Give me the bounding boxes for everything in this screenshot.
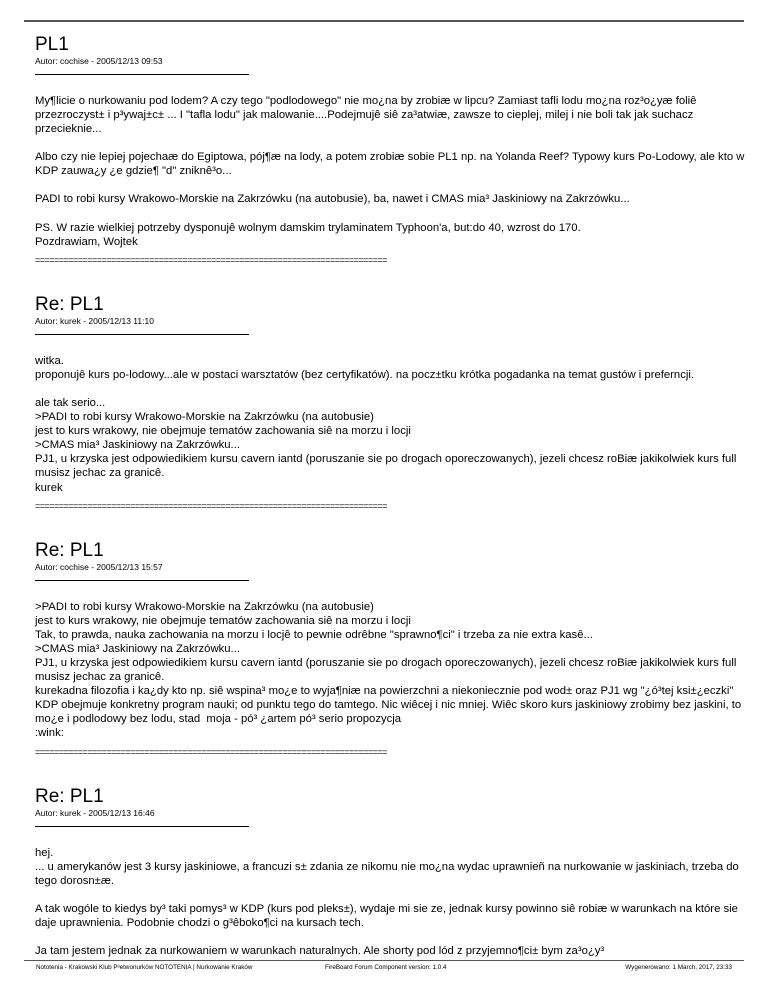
top-divider [24,20,744,22]
post-paragraph: Albo czy nie lepiej pojechaæ do Egiptowa, pój¶æ na lody, a potem zrobiæ sobie PL1 np. na Yolanda Reef? Typowy kurs Po-Lodowy, ale kto w KDP zauwa¿y ¿e gdzie¶ "d" zniknê³o... [35,151,748,178]
post-paragraph: Ja tam jestem jednak za nurkowaniem w warunkach naturalnych. Ale shorty pod lód z przyjemno¶ci± bym za³o¿y³ [35,945,605,957]
post-author-date: Autor: kurek - 2005/12/13 16:46 [35,807,155,818]
post-body [35,846,748,959]
post-paragraph: >PADI to robi kursy Wrakowo-Morskie na Zakrzówku (na autobusie) jest to kurs wrakowy, nie obejmuje tematów zachowania siê na morzu i locji Tak, to prawda, nauka zachowania na morzu i locjê to pewnie odrêbne "sprawno¶ci" i trzeba za nie extra kasê... >CMAS mia³ Jaskiniowy na Zakrzówku... PJ1, u krzyska jest odpowiedikiem kursu cavern iantd (poruszanie sie po drogach oporeczowanych), jezeli chcesz roBiæ jakikolwiek kurs full musisz jechac za granicê. kurekadna filozofia i ka¿dy kto np. siê wspina³ mo¿e to wyja¶niæ na powierzchni a niekoniecznie pod wod± oraz PJ1 wg "¿ó³tej ksi±¿eczki" KDP obejmuje konkretny program nauki; od punktu tego do tamtego. Nic wiêcej i nic mniej. Wiêc skoro kurs jaskiniowy zrobimy bez jaskini, to mo¿e i podlodowy bez lodu, stad moja - pó³ ¿artem pó³ serio propozycja :wink: [35,600,742,740]
post-body [35,600,748,741]
forum-thread [35,34,748,958]
forum-post [35,294,748,512]
post-separator: ========================================================================== [35,746,387,757]
post-paragraph: witka. proponujê kurs po-lodowy...ale w postaci warsztatów (bez certyfikatów). na pocz±tku krótka pogadanka na temat gustów i preferncji. [35,354,695,381]
footer-generated-date: Wygenerowano: 1 March, 2017, 23:33 [625,964,732,971]
meta-divider [35,334,249,335]
post-paragraph: My¶licie o nurkowaniu pod lodem? A czy tego "podlodowego" nie mo¿na by zrobiæ w lipcu? Zamiast tafli lodu mo¿na roz³o¿yæ foliê przezroczyst± i p³ywaj±c± ... I "tafla lodu" jak malowanie....Podejmujê siê za³atwiæ, zawsze to cieplej, milej i nie boli tak jak suchacz przecieknie... [35,95,700,136]
footer-divider [24,960,744,961]
post-title: Re: PL1 [35,539,104,561]
post-title: Re: PL1 [35,293,104,315]
post-separator: ========================================================================== [35,500,387,511]
post-paragraph: PADI to robi kursy Wrakowo-Morskie na Zakrzówku (na autobusie), ba, nawet i CMAS mia³ Jaskiniowy na Zakrzówku... [35,193,630,206]
forum-post [35,34,748,266]
post-title: Re: PL1 [35,785,104,807]
post-author-date: Autor: cochise - 2005/12/13 09:53 [35,56,163,66]
post-title: PL1 [35,34,69,55]
meta-divider [35,826,249,827]
footer-component-version: FireBoard Forum Component version: 1.0.4 [325,964,447,971]
post-paragraph: hej. ... u amerykanów jest 3 kursy jaskiniowe, a francuzi s± zdania ze nikomu nie mo¿na wydac uprawnieñ na nurkowanie w jaskiniach, trzeba do tego dorosn±æ. [35,846,739,887]
forum-post [35,786,748,959]
meta-divider [35,74,249,75]
forum-post [35,540,748,758]
footer-site-name: Nototenia - Krakowski Klub P³etwonurków NOTOTENIA | Nurkowanie Kraków [36,964,253,971]
post-separator: ========================================================================== [35,254,387,265]
meta-divider [35,580,249,581]
post-paragraph: PS. W razie wielkiej potrzeby dysponujê wolnym damskim trylaminatem Typhoon'a, but:do 40, wzrost do 170. Pozdrawiam, Wojtek [35,221,581,248]
post-author-date: Autor: kurek - 2005/12/13 11:10 [35,315,154,326]
post-body [35,354,748,495]
post-body [35,94,748,249]
post-author-date: Autor: cochise - 2005/12/13 15:57 [35,561,163,572]
post-paragraph: ale tak serio... >PADI to robi kursy Wrakowo-Morskie na Zakrzówku (na autobusie) jest to kurs wrakowy, nie obejmuje tematów zachowania siê na morzu i locji >CMAS mia³ Jaskiniowy na Zakrzówku... PJ1, u krzyska jest odpowiedikiem kursu cavern iantd (poruszanie sie po drogach oporeczowanych), jezeli chcesz roBiæ jakikolwiek kurs full musisz jechac za granicê. kurek [35,396,737,494]
post-paragraph: A tak wogóle to kiedys by³ taki pomys³ w KDP (kurs pod pleks±), wydaje mi sie ze, jednak kursy powinno siê robiæ w warunkach na które sie daje uprawnienia. Podobnie chodzi o g³êboko¶ci na kursach tech. [35,902,742,929]
